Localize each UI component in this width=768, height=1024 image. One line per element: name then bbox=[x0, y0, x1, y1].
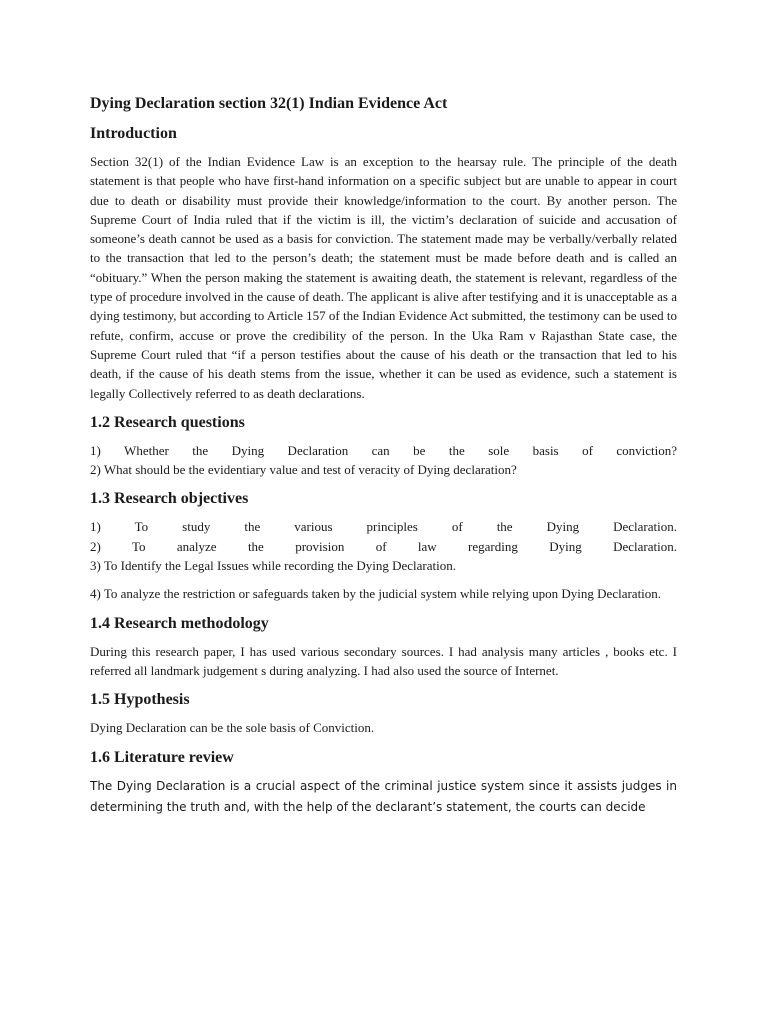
research-objectives-heading: 1.3 Research objectives bbox=[90, 490, 249, 508]
literature-review-paragraph: The Dying Declaration is a crucial aspect of the criminal justice system since it assists judges in determining the truth and, with the help of the declarant’s statement, the courts can decide bbox=[90, 778, 677, 814]
research-question-item: 2) What should be the evidentiary value and test of veracity of Dying declaration? bbox=[90, 462, 517, 478]
research-objective-item: 1) To study the various principles of the Dying Declaration. bbox=[90, 519, 677, 535]
research-methodology-paragraph: During this research paper, I has used various secondary sources. I had analysis many articles , books etc. I referred all landmark judgement s during analyzing. I had also used the source of Internet. bbox=[90, 643, 677, 678]
research-objective-item: 2) To analyze the provision of law regarding Dying Declaration. bbox=[90, 538, 677, 554]
research-objective-item: 3) To Identify the Legal Issues while recording the Dying Declaration. bbox=[90, 558, 456, 574]
hypothesis-paragraph: Dying Declaration can be the sole basis of Conviction. bbox=[90, 720, 375, 736]
document-title: Dying Declaration section 32(1) Indian Evidence Act bbox=[90, 95, 448, 112]
research-questions-list bbox=[90, 441, 677, 480]
literature-review-heading: 1.6 Literature review bbox=[90, 748, 234, 766]
introduction-paragraph: Section 32(1) of the Indian Evidence Law is an exception to the hearsay rule. The principle of the death statement is that people who have first-hand information on a specific subject but are unable to appear in court due to death or disability must provide their knowledge/information to the court. By another person. The Supreme Court of India ruled that if the victim is ill, the victim’s declaration of suicide and accusation of someone’s death cannot be used as a basis for conviction. The statement made may be verbally/verbally related to the transaction that led to the person’s death; the statement must be made before death and is called an “obituary.” When the person making the statement is awaiting death, the statement is relevant, regardless of the type of procedure involved in the cause of death. The applicant is alive after testifying and it is unacceptable as a dying testimony, but according to Article 157 of the Indian Evidence Act submitted, the testimony can be used to refute, confirm, accuse or prove the credibility of the person. In the Uka Ram v Rajasthan State case, the Supreme Court ruled that “if a person testifies about the cause of his death or the transaction that led to his death, if the cause of his death stems from the issue, whether it can be used as evidence, such a statement is legally Collectively referred to as death declarations. bbox=[90, 154, 677, 401]
research-question-item: 1) Whether the Dying Declaration can be the sole basis of conviction? bbox=[90, 442, 677, 458]
introduction-heading: Introduction bbox=[90, 125, 177, 142]
research-objective-item: 4) To analyze the restriction or safeguards taken by the judicial system while relying upon Dying Declaration. bbox=[90, 586, 662, 602]
research-objectives-list bbox=[90, 517, 677, 575]
research-methodology-heading: 1.4 Research methodology bbox=[90, 614, 269, 632]
document-page bbox=[90, 93, 677, 818]
hypothesis-heading: 1.5 Hypothesis bbox=[90, 691, 190, 709]
research-questions-heading: 1.2 Research questions bbox=[90, 413, 245, 431]
